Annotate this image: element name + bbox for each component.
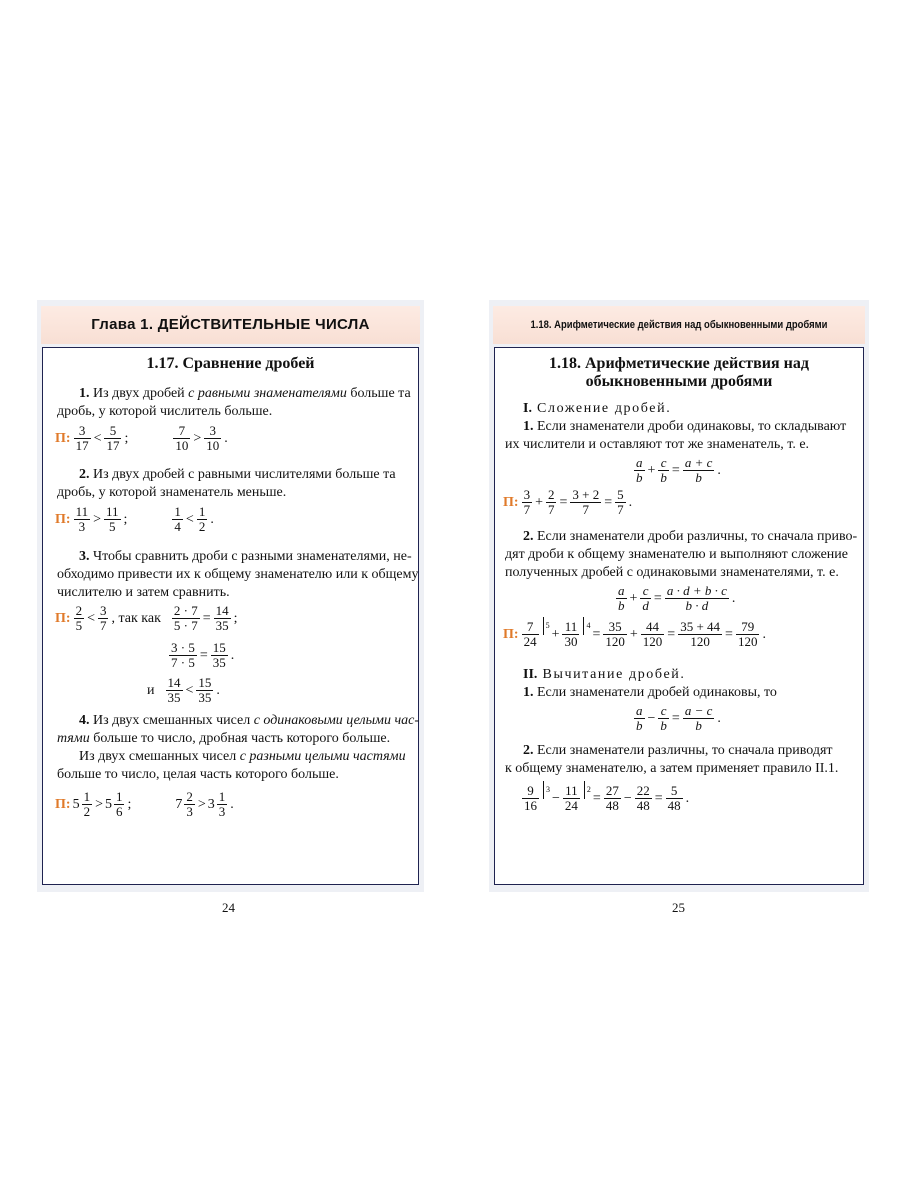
example-3-line-2: $\frac{3 \cdot 5}{7 \cdot 5}$ = $\frac{15}{35}$ . [171, 640, 235, 670]
rule-1-line-2: дробь, у которой числитель больше. [57, 404, 273, 419]
example-3: П: $\frac{2}{5}$ < $\frac{3}{7}$ , так как $\frac{2 \cdot 7}{5 \cdot 7}$ = $\frac{14}{35}$ ; [55, 603, 238, 633]
part-2-heading: II. Вычитание дробей. [523, 667, 686, 682]
rule-4-line-1: 4. Из двух смешанных чисел с одинаковыми целыми час- [79, 713, 420, 728]
section-band [493, 306, 865, 344]
rule-3-line-2: обходимо привести их к общему знаменателю или к общему [57, 567, 419, 582]
rule-3-line-1: 3. Чтобы сравнить дроби с разными знаменателями, не- [79, 549, 412, 564]
rule-2-line-2: дробь, у которой знаменатель меньше. [57, 485, 287, 500]
sub-example-1: $\frac{9}{16}$ 3 − $\frac{11}{24}$ 2 = $\frac{27}{48}$ − $\frac{22}{48}$ = $\frac{5}{48}$ . [521, 784, 689, 813]
rule-3-line-3: числителю и затем сравнить. [57, 585, 230, 600]
part-1-heading: I. Сложение дробей. [523, 401, 672, 416]
add-2-line-2: дят дроби к общему знаменателю и выполняют сложение [505, 547, 849, 562]
add-formula-2: $\frac{a}{b}$ + $\frac{c}{d}$ = $\frac{a \cdot d + b \cdot c}{b \cdot d}$ . [618, 583, 736, 613]
add-1-line-1: 1. Если знаменатели дроби одинаковы, то складывают [523, 419, 847, 434]
add-2-line-3: полученных дробей с одинаковыми знаменателями, т. е. [505, 565, 839, 580]
example-3-line-3: и $\frac{14}{35}$ < $\frac{15}{35}$ . [147, 675, 220, 705]
chapter-title: Глава 1. ДЕЙСТВИТЕЛЬНЫЕ ЧИСЛА [91, 316, 370, 333]
example-1: П: $\frac{3}{17}$ < $\frac{5}{17}$ ; $\frac{7}{10}$ > $\frac{3}{10}$ . [55, 423, 228, 453]
right-page [489, 300, 869, 892]
example-2: П: $\frac{11}{3}$ > $\frac{11}{5}$ ; $\frac{1}{4}$ < $\frac{1}{2}$ . [55, 504, 214, 534]
content-frame [494, 347, 864, 885]
add-example-1: П: $\frac{3}{7}$ + $\frac{2}{7}$ = $\frac{3 + 2}{7}$ = $\frac{5}{7}$ . [503, 487, 633, 517]
rule-4b-line-2: больше то число, целая часть которого больше. [57, 767, 339, 782]
rule-1-line-1: 1. Из двух дробей с равными знаменателями больше та [79, 386, 411, 401]
page-number-right: 25 [672, 900, 685, 915]
chapter-band [41, 306, 420, 344]
add-1-line-2: их числители и оставляют тот же знаменатель, т. е. [505, 437, 810, 452]
add-formula-1: $\frac{a}{b}$ + $\frac{c}{b}$ = $\frac{a + c}{b}$ . [636, 455, 721, 485]
section-title-line-1: 1.18. Арифметические действия над [549, 355, 809, 372]
section-band-title: 1.18. Арифметические действия над обыкновенными дробями [530, 319, 828, 331]
example-4: П: 5 $\frac{1}{2}$ > 5 $\frac{1}{6}$ ; 7 $\frac{2}{3}$ > 3 $\frac{1}{3}$ . [55, 789, 234, 819]
section-title: 1.17. Сравнение дробей [146, 355, 315, 372]
section-title-line-2: обыкновенными дробями [585, 373, 773, 390]
sub-2-line-2: к общему знаменателю, а затем применяет правило II.1. [505, 761, 839, 776]
rule-4-line-2: тями больше то число, дробная часть которого больше. [57, 731, 391, 746]
sub-1-line-1: 1. Если знаменатели дробей одинаковы, то [523, 685, 777, 700]
sub-formula-1: $\frac{a}{b}$ − $\frac{c}{b}$ = $\frac{a - c}{b}$ . [636, 703, 721, 733]
rule-4b-line-1: Из двух смешанных чисел с разными целыми частями [79, 749, 406, 764]
sub-2-line-1: 2. Если знаменатели различны, то сначала приводят [523, 743, 833, 758]
content-frame [42, 347, 419, 885]
left-page [37, 300, 424, 892]
add-example-2: П: $\frac{7}{24}$ 5 + $\frac{11}{30}$ 4 = $\frac{35}{120}$ + $\frac{44}{120}$ = $\frac{35 + 44}{120}$ = $\frac{79}{120}$ . [503, 620, 766, 649]
page-number-left: 24 [222, 900, 235, 915]
add-2-line-1: 2. Если знаменатели дроби различны, то сначала приво- [523, 529, 858, 544]
rule-2-line-1: 2. Из двух дробей с равными числителями больше та [79, 467, 396, 482]
